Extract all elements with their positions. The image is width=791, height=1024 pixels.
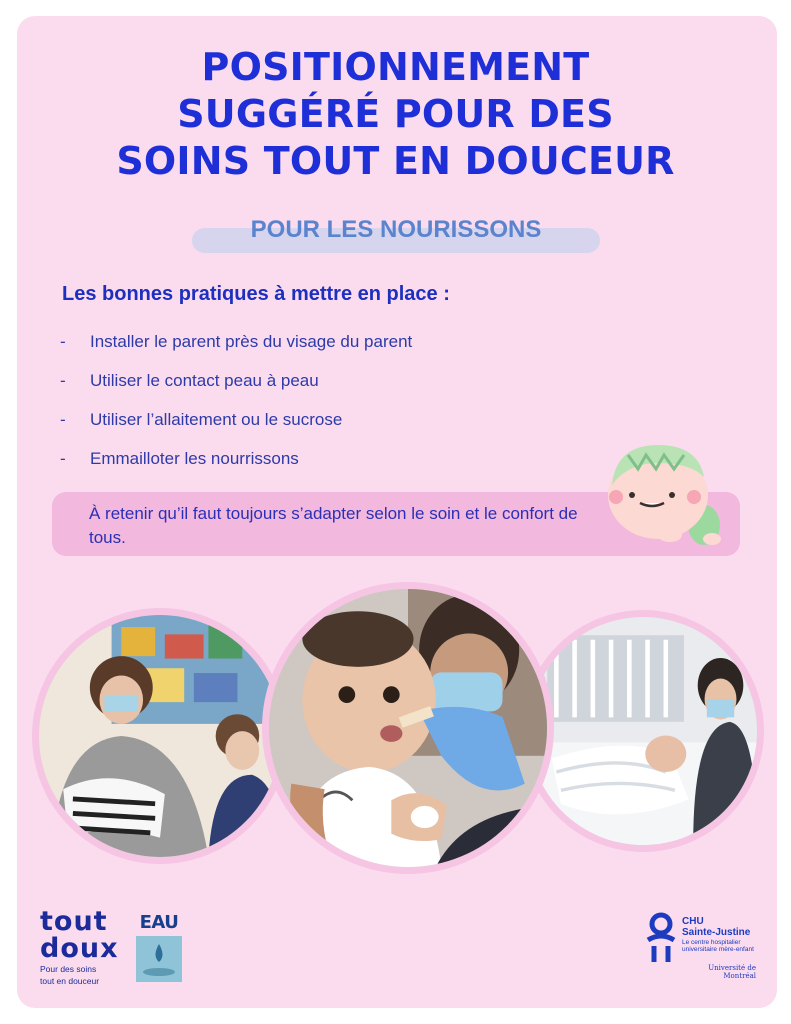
chu-line-2: Sainte-Justine — [682, 927, 751, 938]
title-line-1: POSITIONNEMENT — [201, 45, 590, 89]
practices-heading: Les bonnes pratiques à mettre en place : — [62, 283, 450, 305]
title-line-3: SOINS TOUT EN DOUCEUR — [116, 139, 675, 183]
list-marker: - — [60, 409, 66, 429]
baby-receiving-oral-dose-photo — [262, 582, 554, 874]
tout-doux-tagline-2: tout en douceur — [40, 976, 100, 986]
subtitle: POUR LES NOURISSONS — [250, 216, 542, 243]
tout-doux-logo — [40, 906, 119, 986]
list-item-text: Utiliser le contact peau à peau — [90, 370, 319, 390]
title-line-2: SUGGÉRÉ POUR DES — [177, 92, 614, 136]
chu-line-3: Le centre hospitalier universitaire mère-enfant — [682, 939, 754, 953]
baby-mascot-illustration — [598, 433, 728, 553]
mother-holding-baby-photo — [32, 608, 288, 864]
list-item-text: Emmailloter les nourrissons — [90, 448, 299, 468]
chu-emblem-icon — [642, 912, 680, 964]
reminder-text: À retenir qu’il faut toujours s’adapter selon le soin et le confort de tous. — [89, 504, 578, 547]
list-item-text: Utiliser l’allaitement ou le sucrose — [90, 409, 343, 429]
list-item — [60, 322, 412, 361]
page-title — [0, 44, 791, 185]
swaddled-baby-photo — [522, 610, 764, 852]
tout-doux-word-1: tout — [40, 906, 108, 937]
list-marker: - — [60, 448, 66, 468]
list-item — [60, 400, 412, 439]
list-item — [60, 361, 412, 400]
practices-list — [60, 322, 412, 478]
chu-line-1: CHU — [682, 916, 704, 927]
eau-logo — [136, 912, 182, 982]
universite-montreal-label: Université de Montréal — [708, 964, 756, 980]
chu-sainte-justine-logo — [642, 912, 760, 986]
tout-doux-tagline-1: Pour des soins — [40, 964, 97, 974]
list-marker: - — [60, 331, 66, 351]
tout-doux-word-2: doux — [40, 933, 119, 964]
list-item — [60, 439, 412, 478]
list-item-text: Installer le parent près du visage du parent — [90, 331, 413, 351]
water-drop-icon — [136, 936, 182, 982]
list-marker: - — [60, 370, 66, 390]
eau-logo-text: EAU — [139, 912, 179, 933]
